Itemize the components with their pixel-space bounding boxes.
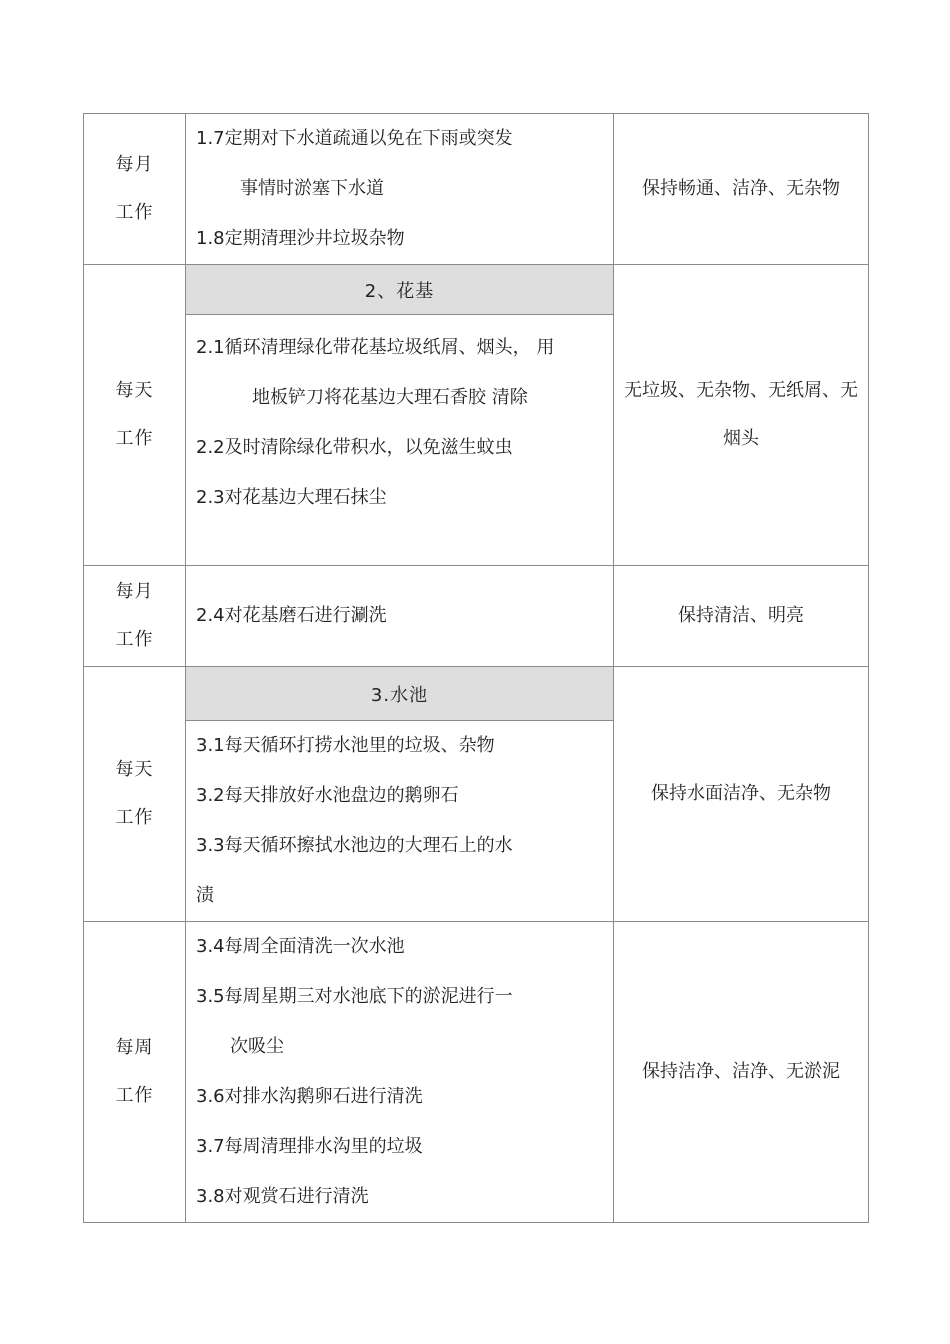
task-item: 2.3对花基边大理石抹尘 xyxy=(196,487,387,508)
task-item: 3.5每周星期三对水池底下的淤泥进行一 xyxy=(196,986,513,1007)
task-item: 3.3每天循环擦拭水池边的大理石上的水 xyxy=(196,835,513,856)
table-row xyxy=(84,667,869,721)
tasks-cell xyxy=(186,721,614,922)
period-cell xyxy=(84,922,186,1223)
task-item: 3.1每天循环打捞水池里的垃圾、杂物 xyxy=(196,735,495,756)
tasks-cell xyxy=(186,922,614,1223)
standard-text: 无垃圾、无杂物、无纸屑、无烟头 xyxy=(624,380,858,449)
period-label: 每月工作 xyxy=(115,581,154,650)
period-cell xyxy=(84,265,186,566)
task-item: 3.7每周清理排水沟里的垃圾 xyxy=(196,1136,423,1157)
table-row xyxy=(84,922,869,1223)
table-row xyxy=(84,114,869,265)
tasks-cell xyxy=(186,566,614,667)
period-label: 每天工作 xyxy=(115,759,154,828)
period-label: 每周工作 xyxy=(115,1037,154,1106)
task-item-continuation: 次吸尘 xyxy=(230,1036,284,1057)
task-item-continuation: 渍 xyxy=(196,885,214,906)
period-label: 每天工作 xyxy=(115,380,154,449)
task-item: 3.2每天排放好水池盘边的鹅卵石 xyxy=(196,785,459,806)
tasks-cell xyxy=(186,114,614,265)
tasks-cell xyxy=(186,315,614,566)
period-cell xyxy=(84,566,186,667)
standard-text: 保持畅通、洁净、无杂物 xyxy=(642,178,840,199)
task-item: 3.6对排水沟鹅卵石进行清洗 xyxy=(196,1086,423,1107)
standard-cell xyxy=(614,667,869,922)
standard-text: 保持洁净、洁净、无淤泥 xyxy=(642,1061,840,1082)
task-item: 1.7定期对下水道疏通以免在下雨或突发 xyxy=(196,128,513,149)
period-cell xyxy=(84,114,186,265)
task-item-continuation: 事情时淤塞下水道 xyxy=(240,178,384,199)
standard-text: 保持水面洁净、无杂物 xyxy=(651,783,831,804)
table-row xyxy=(84,265,869,315)
standard-text: 保持清洁、明亮 xyxy=(678,605,804,626)
standard-cell xyxy=(614,922,869,1223)
table-row xyxy=(84,566,869,667)
section-header: 3.水池 xyxy=(186,667,614,721)
task-item-continuation: 地板铲刀将花基边大理石香胶 清除 xyxy=(252,387,528,408)
task-item: 2.4对花基磨石进行涮洗 xyxy=(196,605,387,626)
period-label: 每月工作 xyxy=(115,154,154,223)
task-item: 1.8定期清理沙井垃圾杂物 xyxy=(196,228,405,249)
task-item: 3.4每周全面清洗一次水池 xyxy=(196,936,405,957)
standard-cell xyxy=(614,114,869,265)
task-item: 2.1循环清理绿化带花基垃圾纸屑、烟头， 用 xyxy=(196,337,555,358)
task-item: 3.8对观赏石进行清洗 xyxy=(196,1186,369,1207)
section-header: 2、花基 xyxy=(186,265,614,315)
cleaning-schedule-table xyxy=(83,113,869,1223)
period-cell xyxy=(84,667,186,922)
standard-cell xyxy=(614,566,869,667)
task-item: 2.2及时清除绿化带积水，以免滋生蚊虫 xyxy=(196,437,513,458)
standard-cell xyxy=(614,265,869,566)
